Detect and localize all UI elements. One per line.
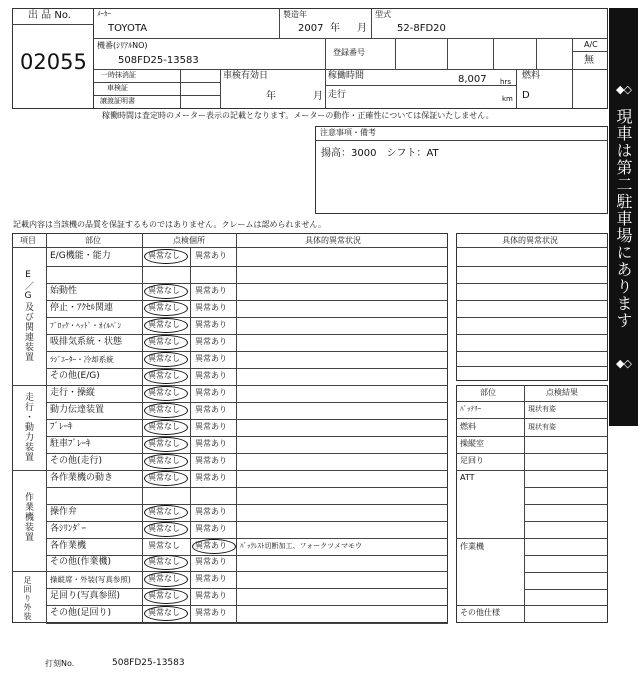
lot-label: 出 品 No. xyxy=(28,10,71,21)
year-unit: 年 xyxy=(330,23,340,34)
stamp-label: 打刻No. xyxy=(45,659,75,668)
ac-label: A/C xyxy=(584,40,598,49)
row-abnormal-option[interactable]: 異常あり xyxy=(195,608,227,617)
hours-unit: hrs xyxy=(500,78,511,86)
row-normal-option[interactable]: 異常なし xyxy=(148,285,180,295)
row-divider xyxy=(46,453,448,454)
selection-circle xyxy=(144,522,188,537)
selection-circle xyxy=(144,352,188,367)
row-divider xyxy=(46,351,448,352)
selection-circle xyxy=(192,539,236,554)
row-abnormal-option[interactable]: 異常あり xyxy=(195,590,227,600)
row-divider xyxy=(46,368,448,369)
selection-circle xyxy=(144,437,188,452)
row-part: 操縦席・外装(写真参照) xyxy=(50,574,131,584)
row-part: 走行・操縦 xyxy=(50,387,96,398)
inspection-label: 車検有効日 xyxy=(223,71,269,81)
selection-circle xyxy=(144,249,188,264)
row-abnormal-option[interactable]: 異常あり xyxy=(195,438,227,448)
selection-circle xyxy=(144,555,188,570)
row-part: その他(足回り) xyxy=(50,608,112,618)
stamp-value: 508FD25-13583 xyxy=(112,658,185,668)
row-normal-option[interactable]: 異常なし xyxy=(148,540,180,550)
selection-circle xyxy=(144,572,188,587)
fuel-result: 現状有姿 xyxy=(528,423,556,431)
row-part: 各作業機の動き xyxy=(50,472,114,483)
row-abnormal-option[interactable]: 異常あり xyxy=(195,455,227,465)
selection-circle xyxy=(144,403,188,418)
row-abnormal-option[interactable]: 異常あり xyxy=(195,302,227,312)
row-abnormal-option[interactable]: 異常あり xyxy=(195,370,227,380)
detail-panel xyxy=(456,233,608,381)
remarks-text: 揚高：3000 シフト：AT xyxy=(321,148,439,159)
row-abnormal-option[interactable]: 異常あり xyxy=(195,404,227,414)
row-part: ﾌﾞﾛｯｸ・ﾍｯﾄﾞ・ｵｲﾙﾊﾟﾝ xyxy=(50,320,122,330)
row-abnormal-option[interactable]: 異常あり xyxy=(195,319,227,329)
row-abnormal-option[interactable]: 異常あり xyxy=(195,557,227,566)
row-normal-option[interactable]: 異常なし xyxy=(148,336,180,346)
travel-label: 走行 xyxy=(328,90,347,100)
row-divider xyxy=(46,521,448,522)
row-divider xyxy=(46,419,448,420)
hours-value: 8,007 xyxy=(458,74,487,85)
row-abnormal-option[interactable]: 異常あり xyxy=(195,421,227,431)
row-divider xyxy=(46,334,448,335)
lot-number: 02055 xyxy=(20,50,87,74)
row-normal-option[interactable]: 異常なし xyxy=(148,370,180,380)
inspection-year-unit: 年 xyxy=(266,91,276,102)
col-item-header: 項目 xyxy=(20,236,36,245)
row-part: 吸排気系統・状態 xyxy=(50,336,123,347)
row-part: 始動性 xyxy=(50,285,78,296)
ac-value: 無 xyxy=(584,55,594,66)
row-normal-option[interactable]: 異常なし xyxy=(148,573,180,583)
row-part: 足回り(写真参照) xyxy=(50,590,121,601)
row-divider xyxy=(46,555,448,556)
row-divider xyxy=(46,402,448,403)
quality-notice: 記載内容は当該機の品質を保証するものではありません。クレームは認められません。 xyxy=(13,220,326,229)
transfer-cert-label: 譲渡証明書 xyxy=(100,97,135,105)
maker-label: ﾒｰｶｰ xyxy=(97,10,111,18)
row-normal-option[interactable]: 異常なし xyxy=(148,353,180,363)
battery-result: 現状有姿 xyxy=(528,405,556,413)
row-divider xyxy=(46,538,448,539)
row-normal-option[interactable]: 異常なし xyxy=(148,302,180,312)
selection-circle xyxy=(144,335,188,350)
temp-cert-label: 一時抹消証 xyxy=(101,71,136,79)
col-part-header: 部位 xyxy=(85,236,101,245)
row-divider xyxy=(46,385,448,386)
selection-circle xyxy=(144,318,188,333)
other-spec-label: その他仕様 xyxy=(460,608,500,617)
row-abnormal-option[interactable]: 異常あり xyxy=(195,387,227,397)
fuel-part-label: 燃料 xyxy=(460,422,476,431)
diamond-top-icon: ◆◇ xyxy=(616,83,631,96)
detail-panel-header: 具体的異常状況 xyxy=(502,236,558,245)
section-undercarriage: 足回り外装 xyxy=(23,576,32,621)
row-abnormal-option[interactable]: 異常あり xyxy=(195,285,227,295)
row-part: ﾌﾞﾚｰｷ xyxy=(50,421,73,432)
work-label: 作業機 xyxy=(460,542,484,551)
diamond-bottom-icon: ◆◇ xyxy=(616,357,631,370)
row-abnormal-option[interactable]: 異常あり xyxy=(195,472,227,482)
cab-label: 操縦室 xyxy=(460,439,484,448)
month-unit: 月 xyxy=(357,23,367,34)
selection-circle xyxy=(144,589,188,604)
part-header: 部位 xyxy=(480,388,496,397)
row-divider xyxy=(46,283,448,284)
row-part: 各作業機 xyxy=(50,540,87,551)
row-divider xyxy=(46,300,448,301)
year-value: 2007 xyxy=(298,23,324,34)
row-divider xyxy=(46,623,448,624)
selection-circle xyxy=(144,471,188,486)
location-text: 現車は第二駐車場にあります xyxy=(614,108,633,329)
row-normal-option[interactable]: 異常なし xyxy=(148,506,180,516)
row-part: 動力伝達装置 xyxy=(50,404,105,415)
row-part: その他(走行) xyxy=(50,455,103,466)
row-detail: ﾊﾞｯｸﾚｽﾄ切断加工、フォークツメマモウ xyxy=(240,541,363,550)
maker-value: TOYOTA xyxy=(108,23,148,34)
inspection-month-unit: 月 xyxy=(313,91,323,102)
km-unit: km xyxy=(502,95,513,103)
row-normal-option[interactable]: 異常なし xyxy=(148,387,180,397)
selection-circle xyxy=(144,369,188,384)
row-divider xyxy=(46,317,448,318)
row-abnormal-option[interactable]: 異常あり xyxy=(195,250,227,260)
row-divider xyxy=(46,487,448,488)
model-label: 型式 xyxy=(375,10,391,19)
row-part: その他(E/G) xyxy=(50,370,100,381)
row-divider xyxy=(46,436,448,437)
row-normal-option[interactable]: 異常なし xyxy=(148,557,180,566)
selection-circle xyxy=(144,386,188,401)
row-normal-option[interactable]: 異常なし xyxy=(148,250,180,260)
row-divider xyxy=(46,470,448,471)
serial-value: 508FD25-13583 xyxy=(118,55,199,66)
selection-circle xyxy=(144,505,188,520)
selection-circle xyxy=(144,301,188,316)
undercarriage-label: 足回り xyxy=(460,456,484,465)
row-normal-option[interactable]: 異常なし xyxy=(148,319,180,329)
row-part: E/G機能・能力 xyxy=(50,250,111,261)
remarks-label: 注意事項・備考 xyxy=(320,128,376,137)
row-part: 各ｼﾘﾝﾀﾞｰ xyxy=(50,523,87,534)
row-part: 駐車ﾌﾞﾚｰｷ xyxy=(50,438,91,449)
row-divider xyxy=(46,588,448,589)
row-divider xyxy=(46,266,448,267)
row-divider xyxy=(46,571,448,572)
row-normal-option[interactable]: 異常なし xyxy=(148,590,180,600)
row-divider xyxy=(46,605,448,606)
row-part: その他(作業機) xyxy=(50,557,112,567)
row-divider xyxy=(46,504,448,505)
location-banner xyxy=(609,8,638,426)
vehicle-cert-label: 車検証 xyxy=(107,84,128,92)
row-part: 操作弁 xyxy=(50,506,78,517)
selection-circle xyxy=(144,454,188,469)
selection-circle xyxy=(144,606,188,621)
row-part: 停止・ｱｸｾﾙ関連 xyxy=(50,302,114,313)
section-work: 作業機装置 xyxy=(23,492,33,542)
row-normal-option[interactable]: 異常なし xyxy=(148,608,180,617)
row-abnormal-option[interactable]: 異常あり xyxy=(195,540,227,550)
fuel-label: 燃料 xyxy=(522,71,541,81)
row-abnormal-option[interactable]: 異常あり xyxy=(195,573,227,583)
row-normal-option[interactable]: 異常なし xyxy=(148,523,180,533)
row-abnormal-option[interactable]: 異常あり xyxy=(195,523,227,533)
result-header: 点検結果 xyxy=(546,388,578,397)
selection-circle xyxy=(144,284,188,299)
registration-label: 登録番号 xyxy=(333,48,365,57)
row-normal-option[interactable]: 異常なし xyxy=(148,472,180,482)
year-label: 製造年 xyxy=(283,10,307,19)
serial-label: 機番(ｼﾘｱﾙNO) xyxy=(97,41,148,50)
hours-label: 稼働時間 xyxy=(328,71,365,81)
row-normal-option[interactable]: 異常なし xyxy=(148,438,180,448)
col-check-header: 点検個所 xyxy=(173,236,205,245)
att-label: ATT xyxy=(460,473,475,482)
battery-label: ﾊﾞｯﾃﾘｰ xyxy=(460,405,481,413)
section-drive: 走行・動力装置 xyxy=(23,392,33,462)
row-abnormal-option[interactable]: 異常あり xyxy=(195,336,227,346)
row-part: ﾗｼﾞｴｰﾀｰ・冷却系統 xyxy=(50,354,114,364)
row-normal-option[interactable]: 異常なし xyxy=(148,455,180,465)
section-engine: E／G及び関連装置 xyxy=(23,270,33,362)
hours-notice: 稼働時間は査定時のメーター表示の記載となります。メーターの動作・正確性については保証いたしません。 xyxy=(102,111,494,120)
model-value: 52-8FD20 xyxy=(397,23,446,34)
row-abnormal-option[interactable]: 異常あり xyxy=(195,506,227,516)
fuel-value: D xyxy=(522,90,530,101)
row-normal-option[interactable]: 異常なし xyxy=(148,404,180,414)
row-normal-option[interactable]: 異常なし xyxy=(148,421,180,431)
col-detail-header: 具体的異常状況 xyxy=(305,236,361,245)
selection-circle xyxy=(144,420,188,435)
row-abnormal-option[interactable]: 異常あり xyxy=(195,353,227,363)
